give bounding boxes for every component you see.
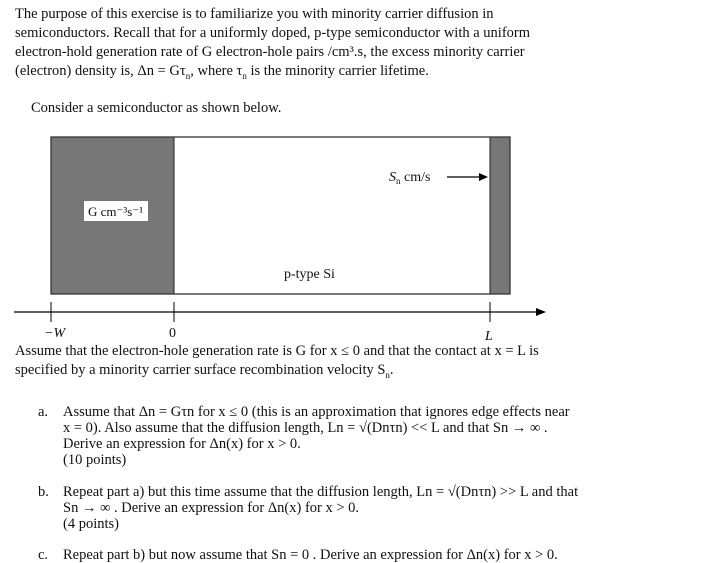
part-b-label: b. [38, 484, 49, 500]
part-a-label: a. [38, 404, 49, 420]
assumption-line-2 [15, 361, 715, 385]
intro-line-4-sub2: n [242, 70, 247, 81]
part-a-line-3: Derive an expression for Δn(x) for x > 0. [63, 436, 301, 452]
intro-line-3: electron-hold generation rate of G electron-hole pairs /cm³.s, the excess minority carrier [15, 44, 525, 60]
question-parts [38, 404, 718, 563]
intro-line-1: The purpose of this exercise is to familiarize you with minority carrier diffusion in [15, 6, 494, 22]
part-a-line-1: Assume that Δn = Gτn for x ≤ 0 (this is an approximation that ignores edge effects near [63, 404, 570, 420]
surface-velocity-unit: cm/s [400, 170, 431, 185]
question-part-b [38, 484, 718, 541]
part-c-line-1: Repeat part b) but now assume that Sn = 0 . Derive an expression for Δn(x) for x > 0. [63, 547, 558, 563]
intro-line-4-b: , where τ [190, 63, 243, 79]
question-part-a [38, 404, 718, 476]
intro-paragraph [15, 5, 715, 86]
intro-line-4-c: is the minority carrier lifetime. [246, 63, 429, 79]
assumption-paragraph [15, 342, 715, 385]
semiconductor-diagram [0, 130, 727, 345]
region-label: p-type Si [284, 267, 335, 282]
part-b-line-2: Sn → ∞ . Derive an expression for Δn(x) for x > 0. [63, 500, 360, 516]
assumption-line-1: Assume that the electron-hole generation rate is G for x ≤ 0 and that the contact at x = L is [15, 343, 539, 359]
assumption-line-2-sub: n [385, 369, 390, 380]
x-axis-arrowhead [536, 308, 546, 316]
generation-label: G cm⁻³s⁻¹ [88, 204, 144, 219]
question-part-c [38, 547, 718, 563]
part-a-line-2: x = 0). Also assume that the diffusion length, Ln = √(Dnτn) << L and that Sn → ∞ . [63, 420, 548, 436]
assumption-line-2-b: . [389, 362, 394, 378]
intro-line-4-a: (electron) density is, Δn = Gτ [15, 63, 186, 79]
part-a-points: (10 points) [63, 452, 127, 468]
surface-velocity-label [389, 170, 430, 186]
intro-line-4 [15, 62, 715, 86]
tick-label-minus-w: −W [44, 326, 66, 341]
part-b-points: (4 points) [63, 516, 119, 532]
consider-text: Consider a semiconductor as shown below. [31, 100, 282, 116]
contact-region [490, 137, 510, 294]
surface-velocity-s: S [389, 170, 396, 185]
assumption-line-2-a: specified by a minority carrier surface recombination velocity S [15, 362, 386, 378]
intro-line-2: semiconductors. Recall that for a uniformly doped, p-type semiconductor with a uniform [15, 25, 531, 41]
surface-velocity-sub: n [396, 176, 401, 186]
intro-line-4-sub: n [185, 70, 191, 81]
tick-label-zero: 0 [169, 326, 176, 341]
part-c-label: c. [38, 547, 49, 563]
tick-label-l: L [485, 329, 493, 344]
part-b-line-1: Repeat part a) but this time assume that the diffusion length, Ln = √(Dnτn) >> L and that [63, 484, 579, 500]
